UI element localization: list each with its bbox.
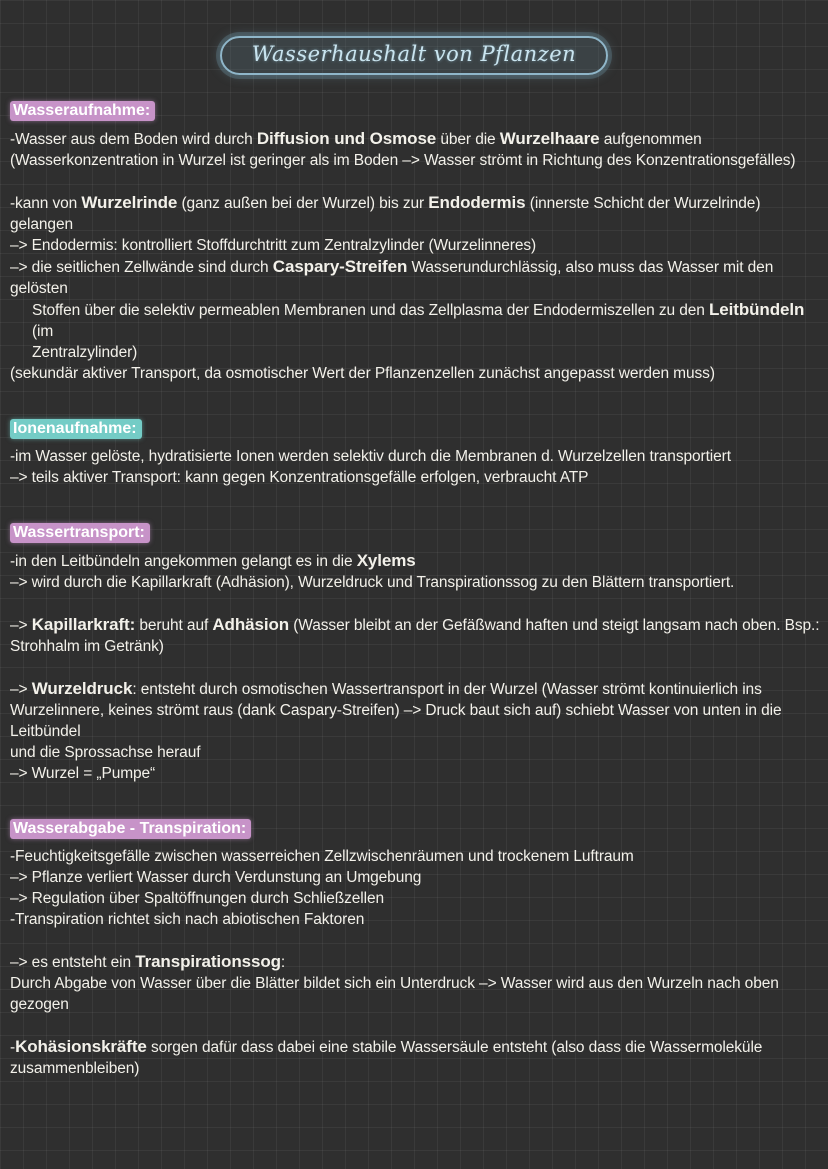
text-segment: -kann von bbox=[10, 195, 82, 212]
bold-term: Wurzelhaare bbox=[499, 129, 600, 148]
text-line bbox=[10, 973, 820, 1015]
text-segment: -Feuchtigkeitsgefälle zwischen wasserreichen Zellzwischenräumen und trockenem Luftraum bbox=[10, 848, 634, 865]
text-segment: –> bbox=[10, 681, 32, 698]
text-line bbox=[10, 909, 820, 930]
bold-term: Endodermis bbox=[428, 193, 526, 212]
text-segment: –> wird durch die Kapillarkraft (Adhäsion), Wurzeldruck und Transpirationssog zu den Blättern transportiert. bbox=[10, 574, 735, 591]
text-segment: –> Endodermis: kontrolliert Stoffdurchtritt zum Zentralzylinder (Wurzelinneres) bbox=[10, 237, 537, 254]
text-segment: sorgen dafür dass dabei eine stabile Wassersäule entsteht (also dass die Wassermoleküle bbox=[146, 1039, 763, 1056]
bold-term: Leitbündeln bbox=[709, 300, 805, 319]
text-segment: Wasserundurchlässig, also muss das Wasser mit den gelösten bbox=[10, 259, 774, 297]
section-heading-row bbox=[10, 818, 820, 840]
text-line bbox=[10, 128, 820, 150]
text-segment: Wurzelinnere, keines strömt raus (dank Caspary-Streifen) –> Druck baut sich auf) schiebt Wasser von unten in die Leitbündel bbox=[10, 702, 782, 740]
text-line bbox=[10, 678, 820, 700]
page-title: Wasserhaushalt von Pflanzen bbox=[251, 42, 577, 66]
bold-term: Xylems bbox=[356, 551, 416, 570]
section-wassertransport bbox=[10, 522, 820, 784]
text-segment: Strohhalm im Getränk) bbox=[10, 638, 164, 655]
text-line bbox=[10, 951, 820, 973]
section-heading: Wassertransport: bbox=[10, 523, 150, 543]
text-segment: - bbox=[10, 1039, 16, 1056]
bold-term: Adhäsion bbox=[212, 615, 290, 634]
text-segment: (innerste Schicht der Wurzelrinde) gelangen bbox=[10, 195, 761, 233]
text-line bbox=[10, 363, 820, 384]
text-segment: -im Wasser gelöste, hydratisierte Ionen werden selektiv durch die Membranen d. Wurzelzellen transportiert bbox=[10, 448, 731, 465]
text-segment: aufgenommen bbox=[599, 131, 702, 148]
text-segment: und die Sprossachse herauf bbox=[10, 744, 201, 761]
text-segment: zusammenbleiben) bbox=[10, 1060, 140, 1077]
text-segment: –> Pflanze verliert Wasser durch Verdunstung an Umgebung bbox=[10, 869, 422, 886]
text-line bbox=[10, 742, 820, 763]
note-content bbox=[0, 75, 828, 1079]
text-segment: –> es entsteht ein bbox=[10, 954, 136, 971]
text-line bbox=[10, 192, 820, 235]
text-line bbox=[10, 1058, 820, 1079]
text-segment: -Wasser aus dem Boden wird durch bbox=[10, 131, 257, 148]
text-line bbox=[10, 446, 820, 467]
text-segment: -in den Leitbündeln angekommen gelangt es in die bbox=[10, 553, 357, 570]
text-segment: (im bbox=[32, 323, 54, 340]
section-ionenaufnahme bbox=[10, 418, 820, 488]
text-segment: Zentralzylinder) bbox=[32, 344, 138, 361]
section-heading: Wasserabgabe - Transpiration: bbox=[10, 819, 251, 839]
paragraph bbox=[10, 1036, 820, 1079]
text-line bbox=[10, 1036, 820, 1058]
section-wasseraufnahme bbox=[10, 100, 820, 384]
text-line bbox=[10, 763, 820, 784]
paragraph bbox=[10, 614, 820, 657]
text-segment: (Wasser bleibt an der Gefäßwand haften und steigt langsam nach oben. Bsp.: bbox=[289, 617, 820, 634]
section-heading: Wasseraufnahme: bbox=[10, 101, 155, 121]
text-line bbox=[10, 150, 820, 171]
text-segment: beruht auf bbox=[135, 617, 213, 634]
text-segment: : bbox=[280, 954, 286, 971]
section-heading-row bbox=[10, 522, 820, 544]
text-line bbox=[10, 550, 820, 572]
text-line bbox=[10, 467, 820, 488]
section-heading-row bbox=[10, 100, 820, 122]
text-line bbox=[10, 235, 820, 256]
paragraph bbox=[10, 550, 820, 593]
paragraph bbox=[10, 678, 820, 784]
text-line bbox=[10, 342, 820, 363]
bold-term: Kohäsionskräfte bbox=[15, 1037, 147, 1056]
text-line bbox=[10, 867, 820, 888]
text-segment: Durch Abgabe von Wasser über die Blätter bildet sich ein Unterdruck –> Wasser wird aus den Wurzeln nach oben gezogen bbox=[10, 975, 779, 1013]
paragraph bbox=[10, 446, 820, 488]
text-line bbox=[10, 636, 820, 657]
text-line bbox=[10, 299, 820, 342]
note-page bbox=[0, 36, 828, 1079]
page-title-badge bbox=[220, 36, 608, 75]
text-line bbox=[10, 614, 820, 636]
section-wasserabgabe bbox=[10, 818, 820, 1079]
text-segment: über die bbox=[436, 131, 500, 148]
text-segment: (Wasserkonzentration in Wurzel ist geringer als im Boden –> Wasser strömt in Richtung des Konzentrationsgefälles) bbox=[10, 152, 796, 169]
text-line bbox=[10, 846, 820, 867]
text-segment: (ganz außen bei der Wurzel) bis zur bbox=[177, 195, 429, 212]
text-line bbox=[10, 700, 820, 742]
paragraph bbox=[10, 192, 820, 384]
text-segment: (sekundär aktiver Transport, da osmotischer Wert der Pflanzenzellen zunächst angepasst werden muss) bbox=[10, 365, 715, 382]
section-heading-row bbox=[10, 418, 820, 440]
paragraph bbox=[10, 846, 820, 930]
text-segment: –> die seitlichen Zellwände sind durch bbox=[10, 259, 273, 276]
bold-term: Caspary-Streifen bbox=[272, 257, 408, 276]
bold-term: Wurzeldruck bbox=[31, 679, 133, 698]
paragraph bbox=[10, 128, 820, 171]
text-segment: -Transpiration richtet sich nach abiotischen Faktoren bbox=[10, 911, 365, 928]
text-segment: –> bbox=[10, 617, 32, 634]
bold-term: Transpirationssog bbox=[135, 952, 281, 971]
text-line bbox=[10, 888, 820, 909]
section-heading: Ionenaufnahme: bbox=[10, 419, 142, 439]
bold-term: Kapillarkraft: bbox=[31, 615, 136, 634]
text-segment: –> teils aktiver Transport: kann gegen Konzentrationsgefälle erfolgen, verbraucht ATP bbox=[10, 469, 589, 486]
text-segment: –> Regulation über Spaltöffnungen durch Schließzellen bbox=[10, 890, 384, 907]
bold-term: Diffusion und Osmose bbox=[256, 129, 437, 148]
text-segment: –> Wurzel = „Pumpe“ bbox=[10, 765, 156, 782]
text-line bbox=[10, 572, 820, 593]
bold-term: Wurzelrinde bbox=[81, 193, 178, 212]
text-segment: Stoffen über die selektiv permeablen Membranen und das Zellplasma der Endodermiszellen zu den bbox=[32, 302, 710, 319]
text-line bbox=[10, 256, 820, 299]
text-segment: : entsteht durch osmotischen Wassertransport in der Wurzel (Wasser strömt kontinuierlich ins bbox=[132, 681, 762, 698]
paragraph bbox=[10, 951, 820, 1015]
